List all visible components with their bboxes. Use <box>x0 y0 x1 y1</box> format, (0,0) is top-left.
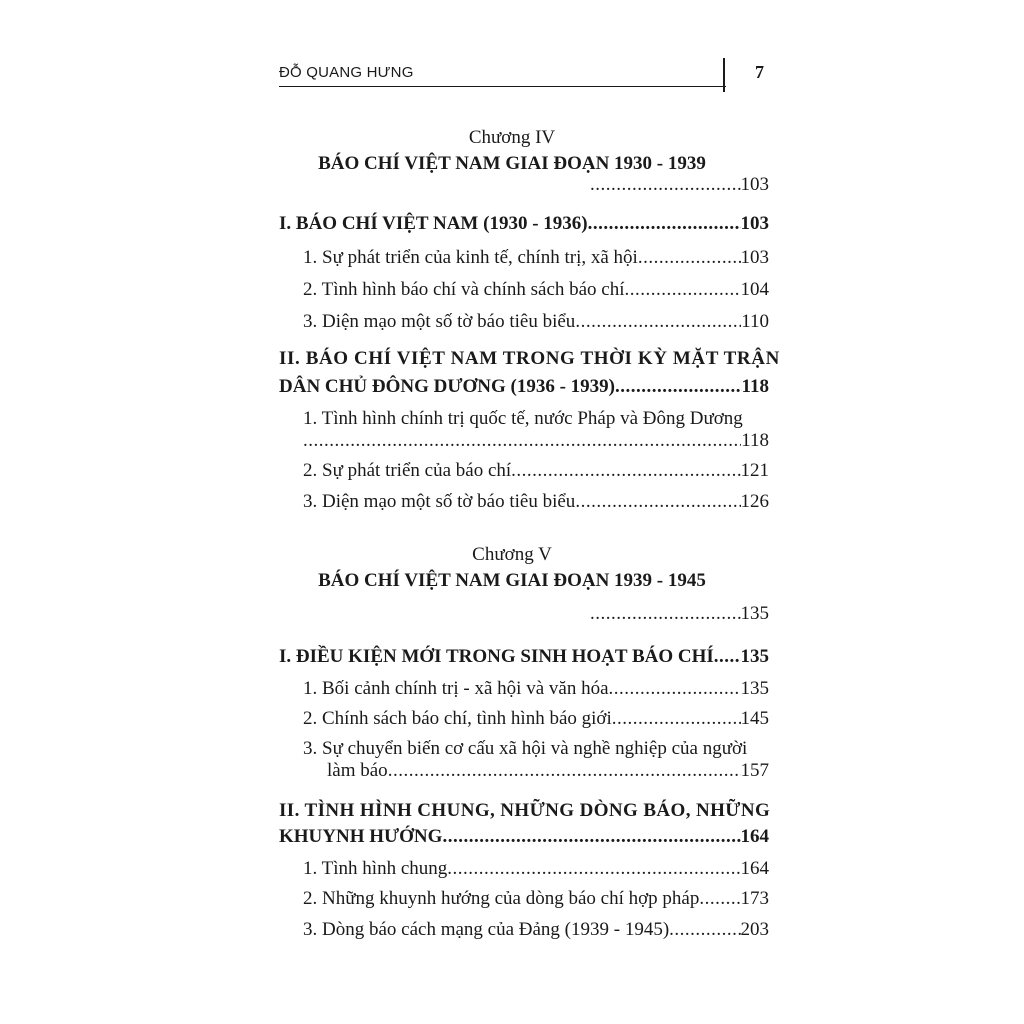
page-ref: 164 <box>740 826 769 847</box>
chapter-5-label: Chương V <box>472 544 552 565</box>
entry-title: 2. Chính sách báo chí, tình hình báo giới <box>303 708 612 729</box>
page-ref: 126 <box>740 491 769 512</box>
section-title: II. TÌNH HÌNH CHUNG, NHỮNG DÒNG BÁO, NHỮNG <box>279 800 771 821</box>
page-ref: 145 <box>740 708 769 729</box>
leader-dots <box>615 376 742 398</box>
toc-section-heading <box>279 376 769 398</box>
entry-title: 3. Sự chuyển biến cơ cấu xã hội và nghề nghiệp của người <box>303 738 748 759</box>
entry-title: 2. Tình hình báo chí và chính sách báo chí <box>303 279 625 300</box>
leader-dots <box>575 311 741 333</box>
entry-title: 2. Sự phát triển của báo chí <box>303 460 512 481</box>
chapter-5-title: BÁO CHÍ VIỆT NAM GIAI ĐOẠN 1939 - 1945 <box>318 570 706 591</box>
page-ref: 103 <box>740 213 769 234</box>
toc-entry <box>303 858 769 880</box>
leader-dots <box>303 430 741 452</box>
chapter-4-label: Chương IV <box>468 127 556 148</box>
page-ref: 135 <box>740 646 769 667</box>
leader-dots <box>575 491 740 513</box>
leader-dots <box>638 247 741 269</box>
page-ref: 118 <box>741 430 769 451</box>
section-title: II. BÁO CHÍ VIỆT NAM TRONG THỜI KỲ MẶT TRẬN <box>279 348 780 369</box>
leader-dots <box>388 760 741 782</box>
page-ref: 104 <box>740 279 769 300</box>
page-ref: 103 <box>740 174 769 195</box>
toc-entry <box>303 919 769 941</box>
chapter-4-title: BÁO CHÍ VIỆT NAM GIAI ĐOẠN 1930 - 1939 <box>318 153 706 174</box>
page-ref: 118 <box>741 376 769 397</box>
chapter-5-entry <box>590 603 769 625</box>
leader-dots <box>714 646 741 668</box>
leader-dots <box>590 603 741 625</box>
toc-section-heading <box>279 213 769 235</box>
section-title: KHUYNH HƯỚNG <box>279 826 443 847</box>
entry-title: 1. Sự phát triển của kinh tế, chính trị, xã hội <box>303 247 638 268</box>
leader-dots <box>511 460 740 482</box>
leader-dots <box>625 279 741 301</box>
toc-entry <box>303 491 769 513</box>
page-ref: 110 <box>741 311 769 332</box>
section-title: DÂN CHỦ ĐÔNG DƯƠNG (1936 - 1939) <box>279 376 615 397</box>
running-header-author: ĐỖ QUANG HƯNG <box>279 64 414 81</box>
entry-title: 1. Bối cảnh chính trị - xã hội và văn hóa <box>303 678 609 699</box>
entry-title: 3. Diện mạo một số tờ báo tiêu biểu <box>303 491 576 512</box>
entry-title: 3. Dòng báo cách mạng của Đảng (1939 - 1945) <box>303 919 670 940</box>
toc-entry <box>303 678 769 700</box>
toc-entry <box>303 430 769 452</box>
toc-entry <box>303 708 769 730</box>
entry-title: làm báo <box>327 760 388 781</box>
header-divider <box>723 58 725 92</box>
page-ref: 203 <box>740 919 769 940</box>
toc-section-heading <box>279 646 769 668</box>
chapter-4-entry <box>590 174 769 196</box>
toc-entry <box>303 247 769 269</box>
page-ref: 173 <box>740 888 769 909</box>
toc-entry <box>327 760 769 782</box>
page-ref: 157 <box>740 760 769 781</box>
toc-entry <box>303 279 769 301</box>
leader-dots <box>609 678 741 700</box>
toc-entry <box>303 888 769 910</box>
page-ref: 103 <box>740 247 769 268</box>
page-ref: 135 <box>740 603 769 624</box>
entry-title: 3. Diện mạo một số tờ báo tiêu biểu <box>303 311 576 332</box>
toc-section-heading <box>279 826 769 848</box>
section-title: I. BÁO CHÍ VIỆT NAM (1930 - 1936) <box>279 213 588 234</box>
leader-dots <box>699 888 740 910</box>
entry-title: 1. Tình hình chính trị quốc tế, nước Pháp và Đông Dương <box>303 408 743 429</box>
section-title: I. ĐIỀU KIỆN MỚI TRONG SINH HOẠT BÁO CHÍ <box>279 646 714 667</box>
entry-title: 1. Tình hình chung <box>303 858 448 879</box>
toc-entry <box>303 311 769 333</box>
page-number: 7 <box>755 62 764 82</box>
page-ref: 164 <box>740 858 769 879</box>
leader-dots <box>442 826 740 848</box>
page-ref: 121 <box>740 460 769 481</box>
toc-entry <box>303 460 769 482</box>
leader-dots <box>612 708 741 730</box>
entry-title: 2. Những khuynh hướng của dòng báo chí hợp pháp <box>303 888 700 909</box>
leader-dots <box>447 858 740 880</box>
header-rule <box>279 86 726 87</box>
leader-dots <box>590 174 741 196</box>
leader-dots <box>669 919 740 941</box>
leader-dots <box>588 213 741 235</box>
page-ref: 135 <box>740 678 769 699</box>
